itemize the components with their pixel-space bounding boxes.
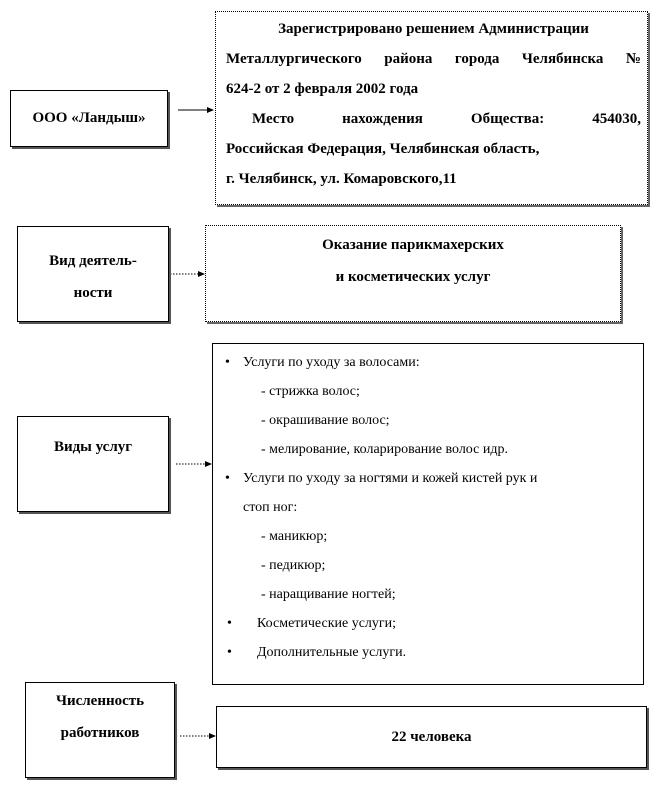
organization-name: ООО «Ландыш» — [32, 110, 146, 126]
service-item: - мелирование, коларирование волос идр. — [261, 442, 508, 457]
service-group-title: • Услуги по уходу за ногтями и кожей кистей рук и — [221, 464, 633, 493]
services-label-box — [17, 416, 169, 512]
registration-line: Зарегистрировано решением Администрации — [278, 21, 589, 37]
activity-label-box — [17, 226, 169, 322]
services-label: Виды услуг — [53, 439, 133, 455]
registration-line: г. Челябинск, ул. Комаровского,11 — [226, 171, 457, 187]
activity-value-line: и косметических услуг — [335, 269, 491, 285]
service-item: - педикюр; — [261, 558, 326, 573]
service-group-title: • Косметические услуги; — [221, 609, 633, 638]
service-group-title: • Дополнительные услуги. — [221, 638, 633, 667]
service-item: - наращивание ногтей; — [261, 587, 396, 602]
employees-value: 22 человека — [391, 728, 472, 745]
services-list-box — [212, 343, 644, 685]
organization-box — [10, 90, 168, 147]
registration-line: Металлургического района города Челябинска № — [226, 51, 641, 67]
service-group-title-continued: стоп ног: — [243, 500, 298, 515]
arrow-employees-to-value — [180, 733, 216, 739]
employees-label-line: Численность — [55, 693, 145, 709]
activity-value-line: Оказание парикмахерских — [322, 237, 504, 253]
service-group-title: • Услуги по уходу за волосами: — [221, 348, 633, 377]
registration-line: 624-2 от 2 февраля 2002 года — [226, 81, 419, 97]
registration-box — [215, 11, 648, 205]
activity-label-line: Вид деятель- — [49, 253, 137, 269]
employees-value-box — [216, 706, 647, 768]
service-item: - маникюр; — [261, 529, 328, 544]
service-item: - стрижка волос; — [261, 384, 360, 399]
employees-label-line: работников — [60, 725, 140, 741]
activity-label-line: ности — [73, 285, 113, 301]
employees-label-box — [25, 682, 175, 778]
registration-line: Место нахождения Общества: 454030, — [252, 111, 641, 127]
activity-value-box — [205, 225, 621, 322]
service-item: - окрашивание волос; — [261, 413, 390, 428]
arrow-services-to-list — [176, 461, 212, 467]
arrow-org-to-registration — [178, 107, 214, 113]
registration-line: Российская Федерация, Челябинская область, — [226, 141, 540, 157]
arrow-activity-to-value — [170, 271, 205, 277]
